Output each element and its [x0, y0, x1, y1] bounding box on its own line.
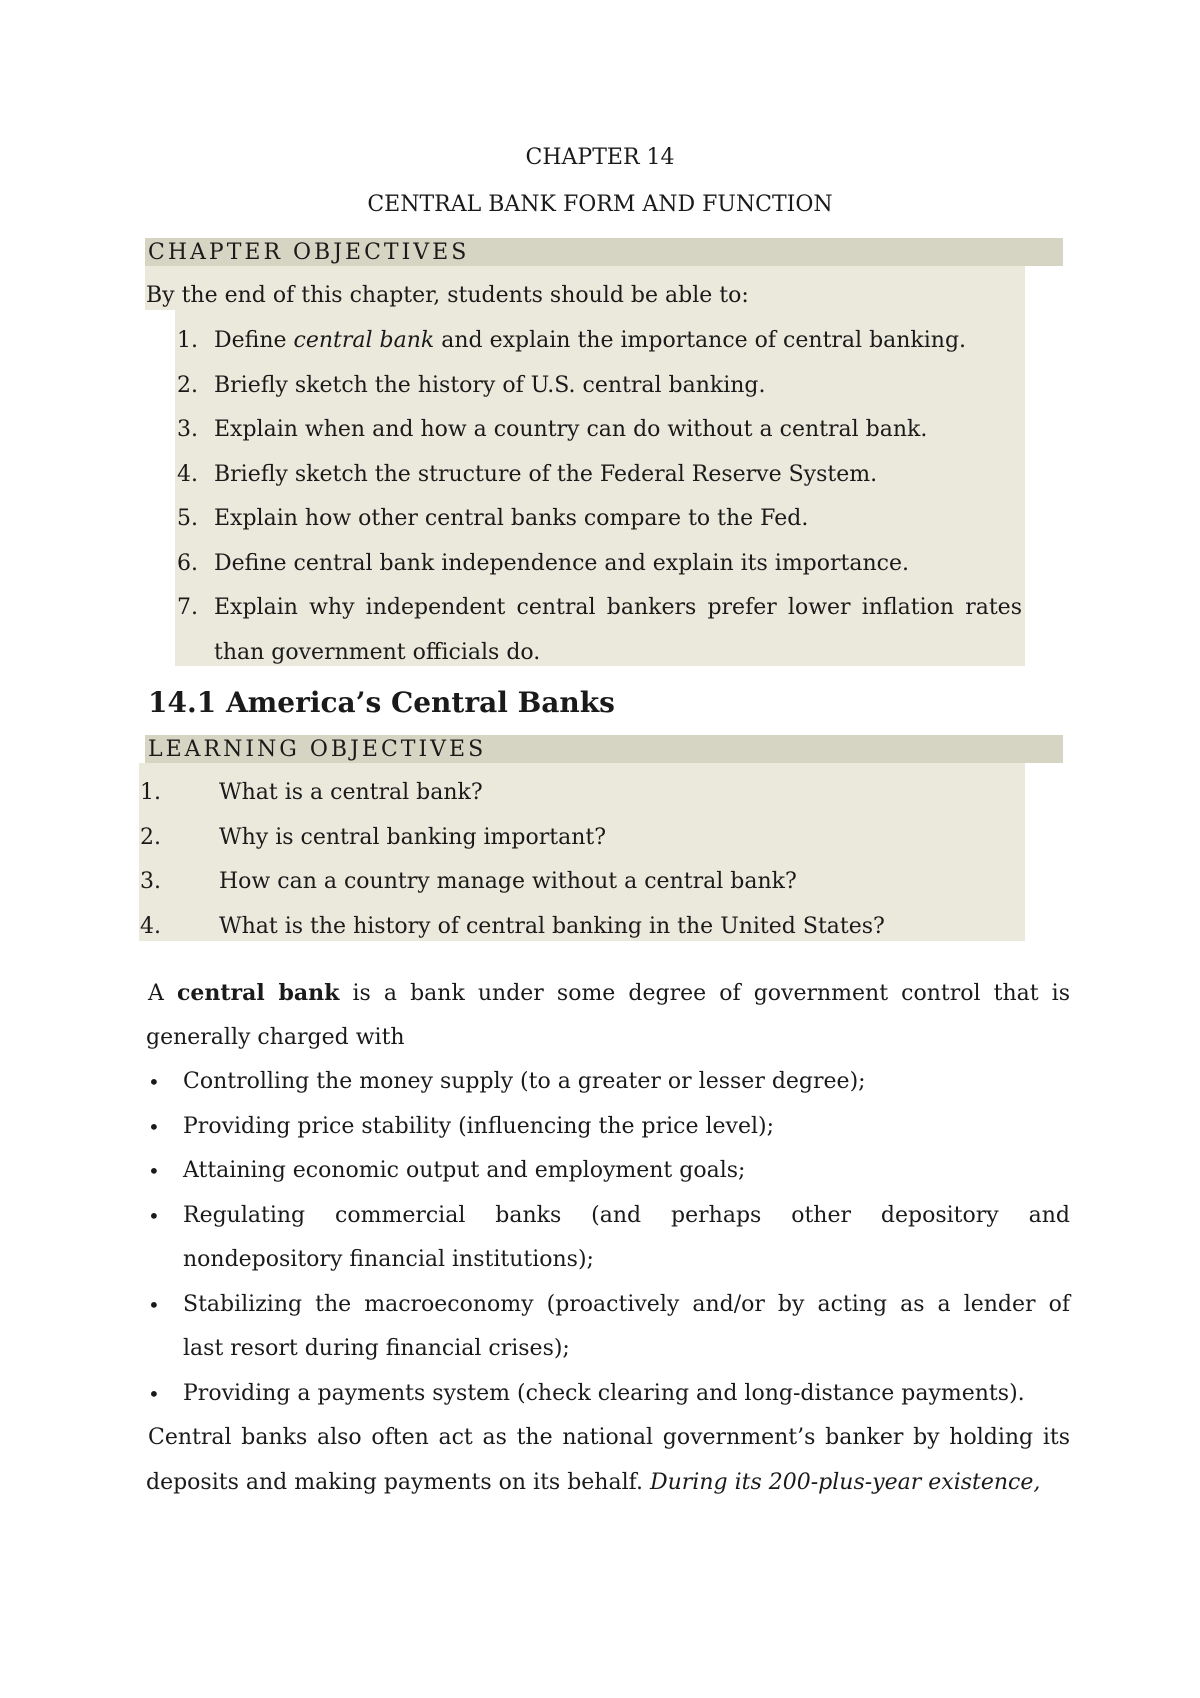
bullet-icon: • — [148, 1159, 160, 1183]
bullet-icon: • — [148, 1382, 160, 1406]
body-closing-line2: deposits and making payments on its behalf. During its 200-plus-year existence, — [146, 1470, 1041, 1495]
term-central-bank-bold: central bank — [176, 980, 340, 1006]
body-closing-italic: During its 200-plus-year existence, — [649, 1470, 1041, 1495]
bullet-icon: • — [148, 1115, 160, 1139]
chapter-number: CHAPTER 14 — [525, 145, 675, 170]
bullet-icon: • — [148, 1293, 160, 1317]
body-closing-line1: Central banks also often act as the national government’s banker by holding its — [148, 1425, 1070, 1450]
body-intro-line1: A central bank is a bank under some degree of government control that is — [148, 980, 1070, 1006]
body-intro-line2: generally charged with — [146, 1025, 405, 1050]
chapter-objectives-heading: CHAPTER OBJECTIVES — [148, 240, 470, 265]
learning-objectives-heading: LEARNING OBJECTIVES — [148, 737, 487, 762]
chapter-title: CENTRAL BANK FORM AND FUNCTION — [367, 192, 833, 217]
section-title: 14.1 America’s Central Banks — [148, 686, 615, 719]
chapter-objectives-intro: By the end of this chapter, students should be able to: — [146, 283, 749, 308]
bullet-icon: • — [148, 1204, 160, 1228]
bullet-icon: • — [148, 1070, 160, 1094]
term-central-bank: central bank — [293, 328, 435, 353]
